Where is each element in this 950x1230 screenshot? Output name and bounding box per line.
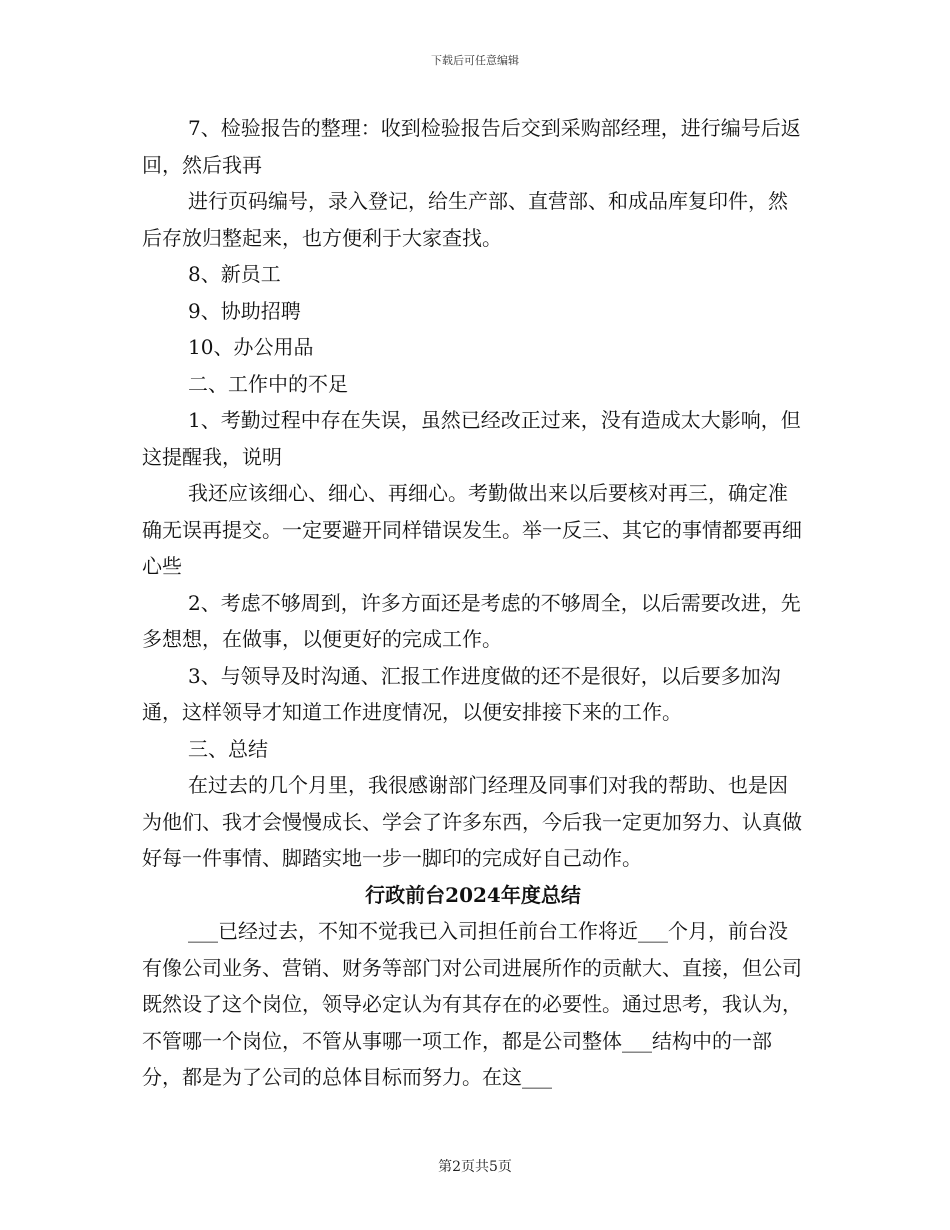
paragraph: ___已经过去，不知不觉我已入司担任前台工作将近___个月，前台没有像公司业务、营销、财务等部门对公司进展所作的贡献大、直接，但公司既然设了这个岗位，领导必定认为有其存在的必要性。通过思考，我认为，不管哪一个岗位，不管从事哪一项工作，都是公司整体___结构中的一部分，都是为了公司的总体目标而努力。在这___ (142, 919, 802, 1089)
paragraph: 8、新员工 (188, 262, 281, 286)
page-header: 下载后可任意编辑 (431, 54, 519, 67)
document-title: 行政前台2024年度总结 (365, 882, 581, 907)
section-heading: 三、总结 (188, 736, 268, 761)
paragraph: 在过去的几个月里，我很感谢部门经理及同事们对我的帮助、也是因为他们、我才会慢慢成长、学会了许多东西，今后我一定更加努力、认真做好每一件事情、脚踏实地一步一脚印的完成好自己动作。 (142, 773, 802, 870)
paragraph: 3、与领导及时沟通、汇报工作进度做的还不是很好，以后要多加沟通，这样领导才知道工作进度情况，以便安排接下来的工作。 (142, 663, 781, 724)
paragraph: 9、协助招聘 (188, 298, 301, 323)
section-heading: 二、工作中的不足 (188, 371, 348, 396)
page-footer: 第2页共5页 (438, 1159, 512, 1175)
paragraph: 7、检验报告的整理：收到检验报告后交到采购部经理，进行编号后返回，然后我再 (142, 116, 801, 177)
document-body (142, 110, 804, 1096)
paragraph: 2、考虑不够周到，许多方面还是考虑的不够周全，以后需要改进，先多想想，在做事，以便更好的完成工作。 (142, 590, 801, 651)
paragraph: 10、办公用品 (188, 335, 314, 359)
paragraph: 1、考勤过程中存在失误，虽然已经改正过来，没有造成太大影响，但这提醒我，说明 (142, 408, 801, 469)
paragraph: 我还应该细心、细心、再细心。考勤做出来以后要核对再三，确定准确无误再提交。一定要避开同样错误发生。举一反三、其它的事情都要再细心些 (142, 481, 802, 578)
paragraph: 进行页码编号，录入登记，给生产部、直营部、和成品库复印件，然后存放归整起来，也方便利于大家查找。 (142, 189, 788, 250)
